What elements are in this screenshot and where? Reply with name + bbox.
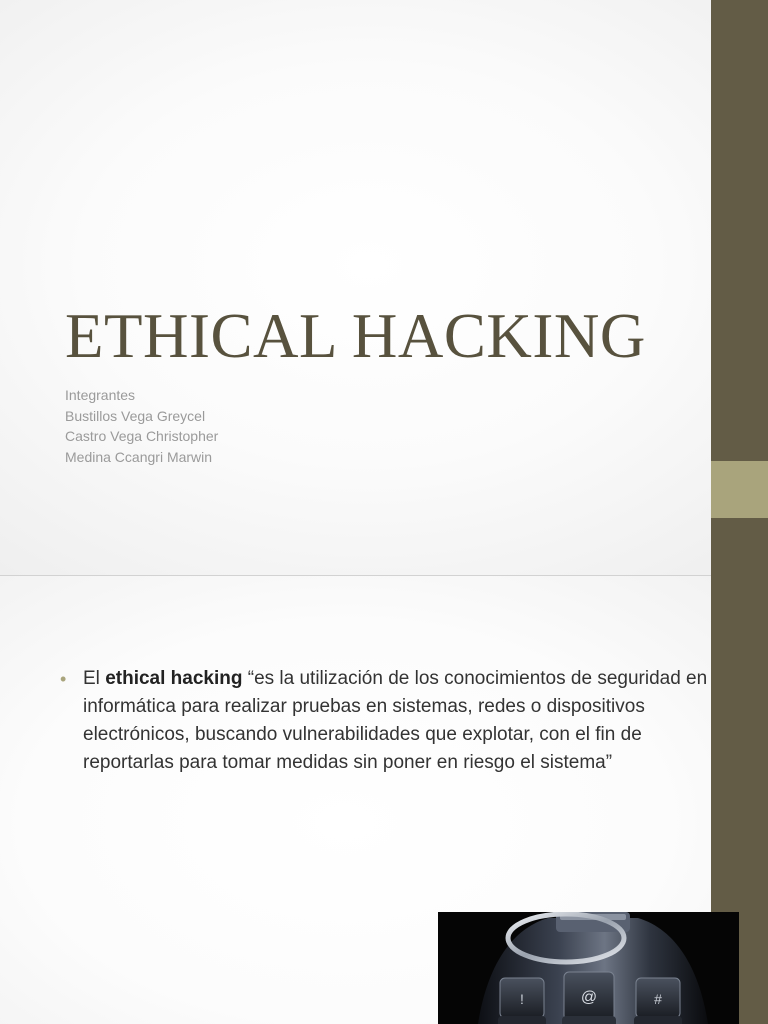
key-hash: # [654,991,662,1007]
member-name: Medina Ccangri Marwin [65,448,213,465]
side-band-accent [711,461,768,518]
member-name: Castro Vega Christopher [65,428,219,444]
key-exclaim: ! [520,991,524,1007]
definition-bullet [60,665,710,777]
bullet-icon: • [60,669,67,689]
members-heading: Integrantes [65,387,136,403]
slide-divider [0,575,711,576]
member-name: Bustillos Vega Greycel [65,407,206,424]
definition-body: “es la utilización de los conocimientos de seguridad en informática para realizar pruebas en sistemas, redes o dispositivos electrónicos, buscando vulnerabilidades que explotar, con el fin de reportarlas para tomar medidas sin poner en riesgo el sistema” [83,668,708,773]
definition-emphasis: ethical hacking [105,668,243,689]
grenade-keyboard-photo [438,912,739,1024]
definition-prefix: El [83,668,106,689]
definition-text [83,665,731,777]
slide-title: ETHICAL HACKING [65,301,646,371]
key-at: @ [580,989,598,1006]
members-list [65,385,218,467]
